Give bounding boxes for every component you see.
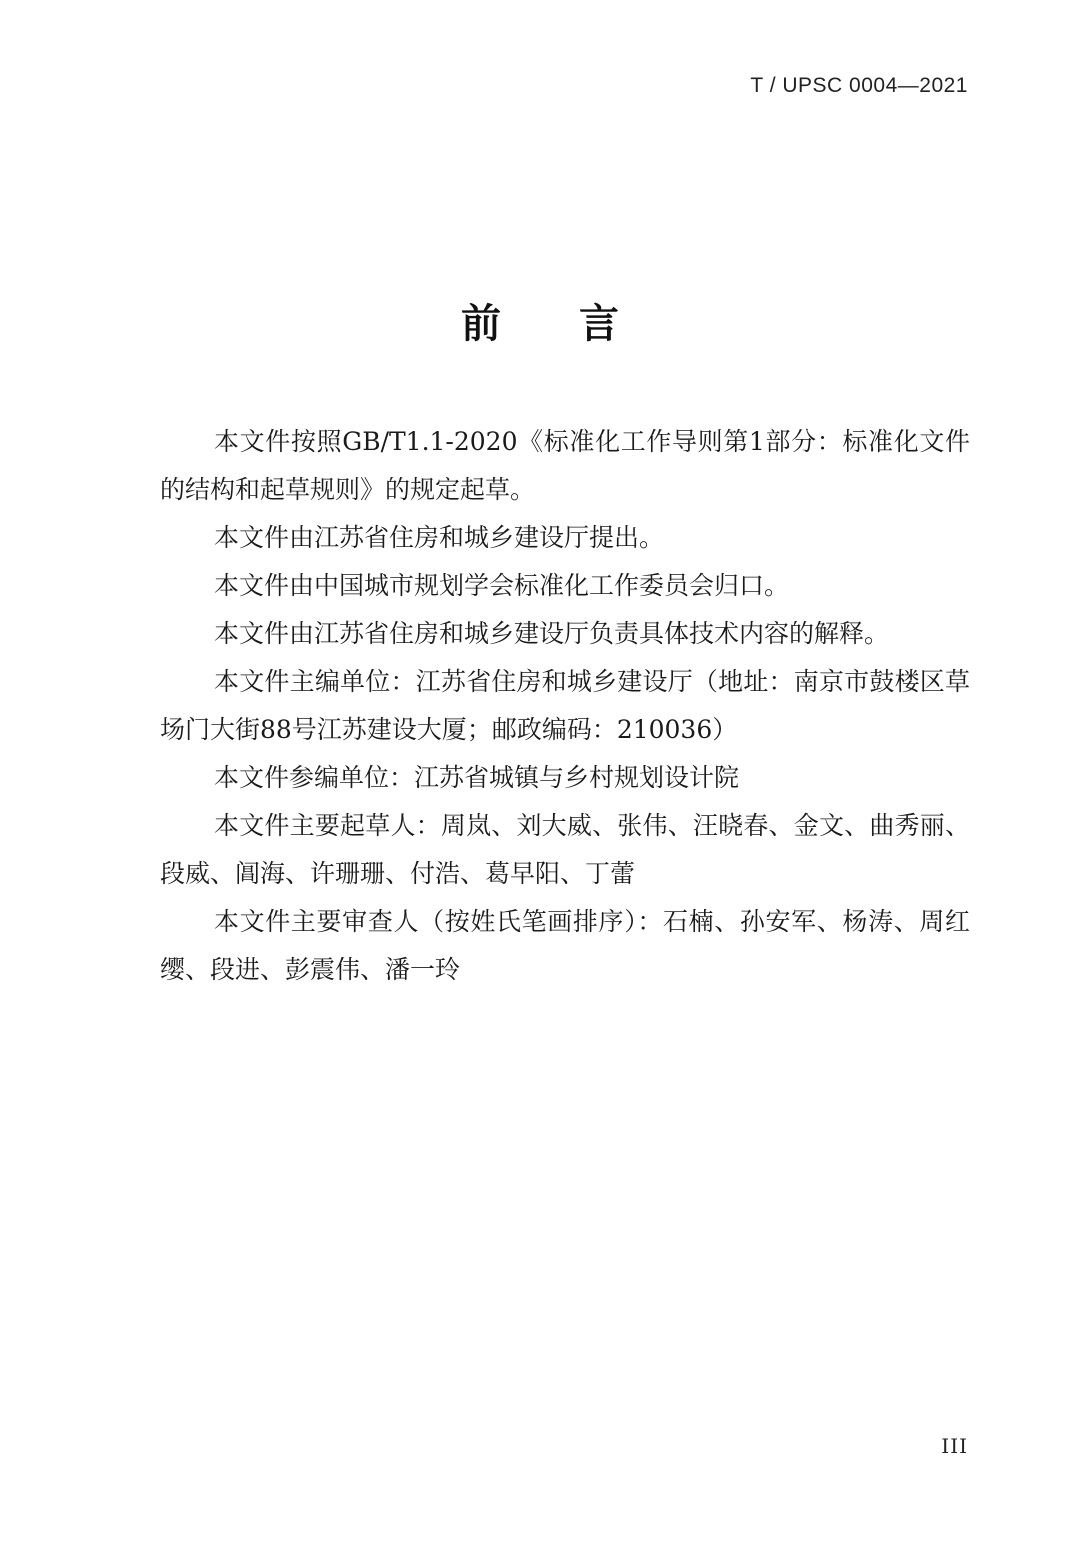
title-char-2: 言 <box>579 301 619 347</box>
paragraph-main-drafters: 本文件主要起草人：周岚、刘大威、张伟、汪晓春、金文、曲秀丽、段威、阊海、许珊珊、付浩、葛早阳、丁蕾 <box>160 811 970 888</box>
paragraph-proposer: 本文件由江苏省住房和城乡建设厅提出。 <box>214 523 665 552</box>
paragraph-drafting-basis: 本文件按照GB/T1.1-2020《标准化工作导则第1部分：标准化文件的结构和起草规则》的规定起草。 <box>160 427 970 504</box>
standard-number: T / UPSC 0004—2021 <box>750 74 968 97</box>
title-char-1: 前 <box>461 301 501 347</box>
paragraph-main-reviewers: 本文件主要审查人（按姓氏笔画排序）：石楠、孙安军、杨涛、周红缨、段进、彭震伟、潘一玲 <box>160 907 970 984</box>
page-number: III <box>941 1434 968 1458</box>
paragraph-interpretation: 本文件由江苏省住房和城乡建设厅负责具体技术内容的解释。 <box>214 619 890 648</box>
foreword-body <box>160 418 970 994</box>
page-title <box>0 292 1080 349</box>
paragraph-centralized-management: 本文件由中国城市规划学会标准化工作委员会归口。 <box>214 571 790 600</box>
paragraph-participating-unit: 本文件参编单位：江苏省城镇与乡村规划设计院 <box>214 763 740 792</box>
paragraph-chief-editor-unit: 本文件主编单位：江苏省住房和城乡建设厅（地址：南京市鼓楼区草场门大街88号江苏建设大厦；邮政编码：210036） <box>160 667 970 744</box>
